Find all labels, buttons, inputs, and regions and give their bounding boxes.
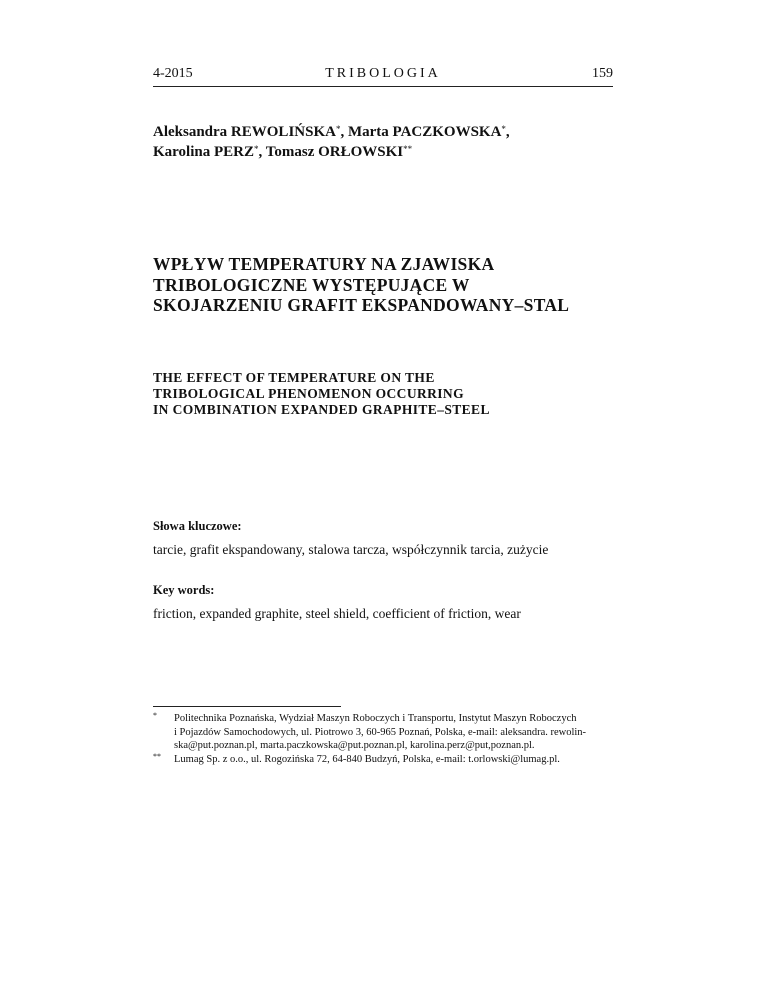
issue-number: 4-2015 bbox=[153, 66, 193, 81]
footnote-affiliation-1 bbox=[153, 712, 613, 752]
keywords-polish-label: Słowa kluczowe: bbox=[153, 519, 242, 533]
author-separator: , bbox=[258, 144, 266, 160]
affiliation-mark: * bbox=[501, 124, 506, 134]
author-line-1 bbox=[153, 122, 613, 142]
title-line: SKOJARZENIU GRAFIT EKSPANDOWANY–STAL bbox=[153, 295, 570, 315]
footnote-line: Lumag Sp. z o.o., ul. Rogozińska 72, 64-840 Budzyń, Polska, e-mail: t.orlowski@lumag.pl. bbox=[174, 754, 560, 765]
title-line: WPŁYW TEMPERATURY NA ZJAWISKA bbox=[153, 254, 495, 274]
title-line: IN COMBINATION EXPANDED GRAPHITE–STEEL bbox=[153, 402, 490, 417]
page-number: 159 bbox=[592, 66, 613, 81]
keywords-polish-text: tarcie, grafit ekspandowany, stalowa tarcza, współczynnik tarcia, zużycie bbox=[153, 542, 549, 557]
author-list bbox=[153, 122, 613, 162]
author-name: Tomasz ORŁOWSKI bbox=[265, 144, 404, 160]
journal-name: TRIBOLOGIA bbox=[325, 66, 441, 81]
title-line: THE EFFECT OF TEMPERATURE ON THE bbox=[153, 370, 435, 385]
footnote-mark: ** bbox=[153, 752, 161, 761]
footnote-line: ska@put.poznan.pl, marta.paczkowska@put.poznan.pl, karolina.perz@put,poznan.pl. bbox=[174, 740, 535, 751]
author-separator: , bbox=[505, 124, 510, 140]
title-line: TRIBOLOGICAL PHENOMENON OCCURRING bbox=[153, 386, 464, 401]
footnote-affiliation-2 bbox=[153, 753, 613, 767]
header-rule bbox=[153, 86, 613, 87]
title-line: TRIBOLOGICZNE WYSTĘPUJĄCE W bbox=[153, 274, 470, 295]
title-polish bbox=[153, 254, 623, 316]
footnote-line: i Pojazdów Samochodowych, ul. Piotrowo 3, 60-965 Poznań, Polska, e-mail: aleksandra. rewolin- bbox=[174, 726, 587, 738]
author-name: Karolina PERZ bbox=[153, 144, 254, 160]
footnote-rule bbox=[153, 706, 341, 707]
author-line-2 bbox=[153, 142, 613, 162]
keywords-english-text: friction, expanded graphite, steel shield, coefficient of friction, wear bbox=[153, 606, 521, 621]
footnote-text bbox=[174, 712, 613, 753]
author-name: Marta PACZKOWSKA bbox=[347, 124, 502, 140]
keywords-english-label: Key words: bbox=[153, 583, 215, 597]
running-header bbox=[153, 66, 613, 88]
footnote-mark: * bbox=[153, 711, 157, 720]
author-separator: , bbox=[340, 124, 348, 140]
affiliation-mark: ** bbox=[403, 144, 413, 154]
affiliation-mark: * bbox=[254, 144, 259, 154]
footnote-line: Politechnika Poznańska, Wydział Maszyn Roboczych i Transportu, Instytut Maszyn Roboczych bbox=[174, 713, 577, 724]
affiliation-mark: * bbox=[335, 124, 341, 134]
footnote-text bbox=[174, 753, 613, 767]
title-english bbox=[153, 370, 613, 418]
author-name: Aleksandra REWOLIŃSKA bbox=[153, 124, 336, 140]
